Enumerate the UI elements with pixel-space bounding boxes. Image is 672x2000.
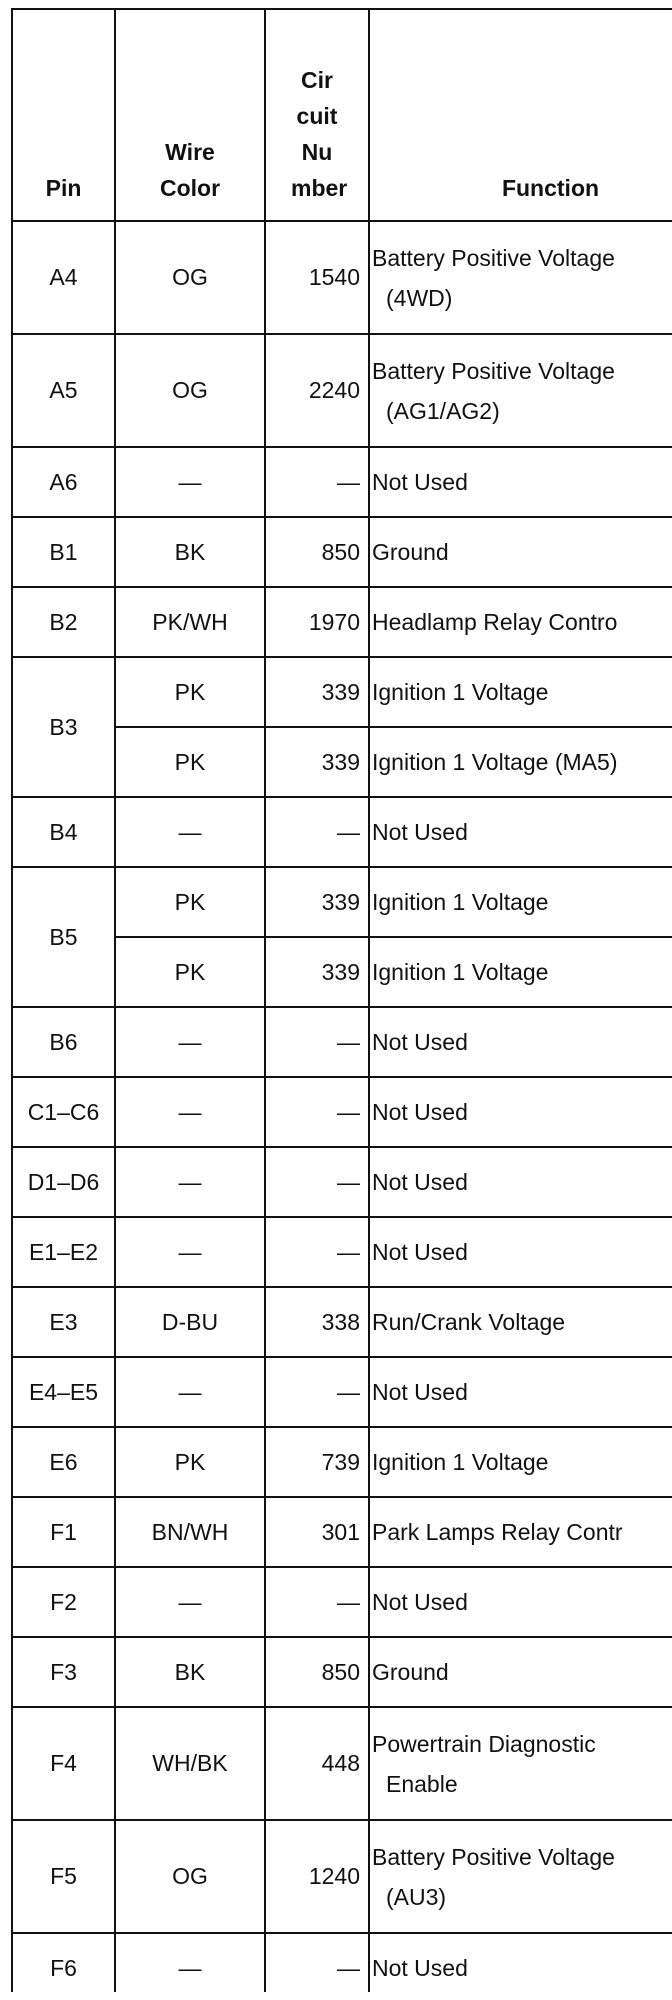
cell-pin: E3 [12,1287,115,1357]
cell-wire-color: PK [115,1427,265,1497]
function-line-1: Battery Positive Voltage [372,244,615,271]
header-function: Function [369,9,672,221]
function-line-1: Powertrain Diagnostic [372,1730,596,1757]
cell-wire-color: — [115,1007,265,1077]
cell-circuit-number: — [265,1147,369,1217]
table-row [12,1567,672,1637]
cell-circuit-number: 339 [265,937,369,1007]
cell-function: Headlamp Relay Contro [369,587,672,657]
cell-wire-color: BK [115,1637,265,1707]
cell-circuit-number: 1240 [265,1820,369,1933]
cell-function: Not Used [369,1147,672,1217]
cell-function [369,1820,672,1933]
cell-wire-color: OG [115,334,265,447]
cell-circuit-number: 850 [265,1637,369,1707]
cell-wire-color: — [115,1217,265,1287]
cell-wire-color: — [115,447,265,517]
cell-function: Not Used [369,1567,672,1637]
table-row [12,334,672,447]
cell-wire-color: WH/BK [115,1707,265,1820]
cell-pin: B3 [12,657,115,797]
cell-function: Not Used [369,797,672,867]
cell-wire-color: — [115,1357,265,1427]
cell-function: Ground [369,517,672,587]
cell-circuit-number: 338 [265,1287,369,1357]
table-row [12,1427,672,1497]
cell-wire-color: OG [115,1820,265,1933]
cell-circuit-number: 301 [265,1497,369,1567]
table-row [12,797,672,867]
cell-wire-color: — [115,797,265,867]
cell-pin: F1 [12,1497,115,1567]
cell-function: Not Used [369,1217,672,1287]
cell-function: Not Used [369,447,672,517]
cell-function: Ignition 1 Voltage [369,657,672,727]
cell-wire-color: OG [115,221,265,334]
cell-circuit-number: 448 [265,1707,369,1820]
cell-pin: A6 [12,447,115,517]
cell-wire-color: D-BU [115,1287,265,1357]
cell-wire-color: — [115,1933,265,1992]
cell-wire-color: BN/WH [115,1497,265,1567]
cell-pin: B4 [12,797,115,867]
cell-function: Not Used [369,1007,672,1077]
cell-function: Run/Crank Voltage [369,1287,672,1357]
cell-function [369,221,672,334]
cell-circuit-number: 850 [265,517,369,587]
cell-circuit-number: 2240 [265,334,369,447]
table-row [12,1707,672,1820]
cell-circuit-number: — [265,1357,369,1427]
table-row [12,1217,672,1287]
cell-function [369,334,672,447]
cell-function: Ignition 1 Voltage [369,1427,672,1497]
function-line-2: (AU3) [386,1883,447,1910]
cell-function: Ground [369,1637,672,1707]
cell-function [369,1707,672,1820]
table-row [12,1637,672,1707]
cell-pin: E6 [12,1427,115,1497]
table-row [12,1497,672,1567]
cell-circuit-number: 1540 [265,221,369,334]
header-wire-color: Wire Color [115,9,265,221]
cell-pin: F4 [12,1707,115,1820]
cell-pin: B1 [12,517,115,587]
cell-pin: B2 [12,587,115,657]
cell-function: Ignition 1 Voltage (MA5) [369,727,672,797]
table-row [12,221,672,334]
cell-function: Not Used [369,1077,672,1147]
cell-wire-color: PK [115,727,265,797]
cell-circuit-number: 339 [265,867,369,937]
cell-circuit-number: — [265,797,369,867]
table-row [12,1357,672,1427]
cell-circuit-number: 339 [265,727,369,797]
cell-pin: B6 [12,1007,115,1077]
cell-function: Not Used [369,1933,672,1992]
table-row [12,587,672,657]
cell-wire-color: PK [115,937,265,1007]
cell-pin: F6 [12,1933,115,1992]
table-row [12,447,672,517]
function-line-1: Battery Positive Voltage [372,357,615,384]
cell-function: Ignition 1 Voltage [369,937,672,1007]
cell-wire-color: BK [115,517,265,587]
table-row [12,1077,672,1147]
table-row [12,657,672,727]
cell-pin: A4 [12,221,115,334]
header-circuit-number: Cir cuit Nu mber [265,9,369,221]
cell-pin: D1–D6 [12,1147,115,1217]
cell-circuit-number: — [265,447,369,517]
function-line-2: (4WD) [386,284,453,311]
table-row [12,867,672,937]
cell-pin: F3 [12,1637,115,1707]
cell-wire-color: PK/WH [115,587,265,657]
cell-circuit-number: — [265,1217,369,1287]
table-row [12,1007,672,1077]
cell-wire-color: — [115,1077,265,1147]
table-row [12,1820,672,1933]
cell-pin: A5 [12,334,115,447]
function-line-2: Enable [386,1770,458,1797]
cell-circuit-number: — [265,1077,369,1147]
cell-circuit-number: 1970 [265,587,369,657]
cell-function: Not Used [369,1357,672,1427]
table-row [12,517,672,587]
cell-pin: B5 [12,867,115,1007]
table-row [12,1147,672,1217]
cell-circuit-number: — [265,1567,369,1637]
cell-pin: E1–E2 [12,1217,115,1287]
connector-pinout-table [11,8,672,1992]
table-row [12,1933,672,1992]
cell-pin: E4–E5 [12,1357,115,1427]
cell-wire-color: PK [115,657,265,727]
function-line-1: Battery Positive Voltage [372,1843,615,1870]
header-pin: Pin [12,9,115,221]
cell-wire-color: — [115,1567,265,1637]
cell-circuit-number: — [265,1007,369,1077]
cell-circuit-number: 739 [265,1427,369,1497]
cell-wire-color: — [115,1147,265,1217]
connector-pinout-table-container [11,8,672,1992]
cell-circuit-number: — [265,1933,369,1992]
function-line-2: (AG1/AG2) [386,397,500,424]
cell-pin: F2 [12,1567,115,1637]
cell-wire-color: PK [115,867,265,937]
cell-pin: F5 [12,1820,115,1933]
cell-pin: C1–C6 [12,1077,115,1147]
cell-function: Ignition 1 Voltage [369,867,672,937]
header-row [12,9,672,221]
cell-circuit-number: 339 [265,657,369,727]
cell-function: Park Lamps Relay Contr [369,1497,672,1567]
table-row [12,1287,672,1357]
